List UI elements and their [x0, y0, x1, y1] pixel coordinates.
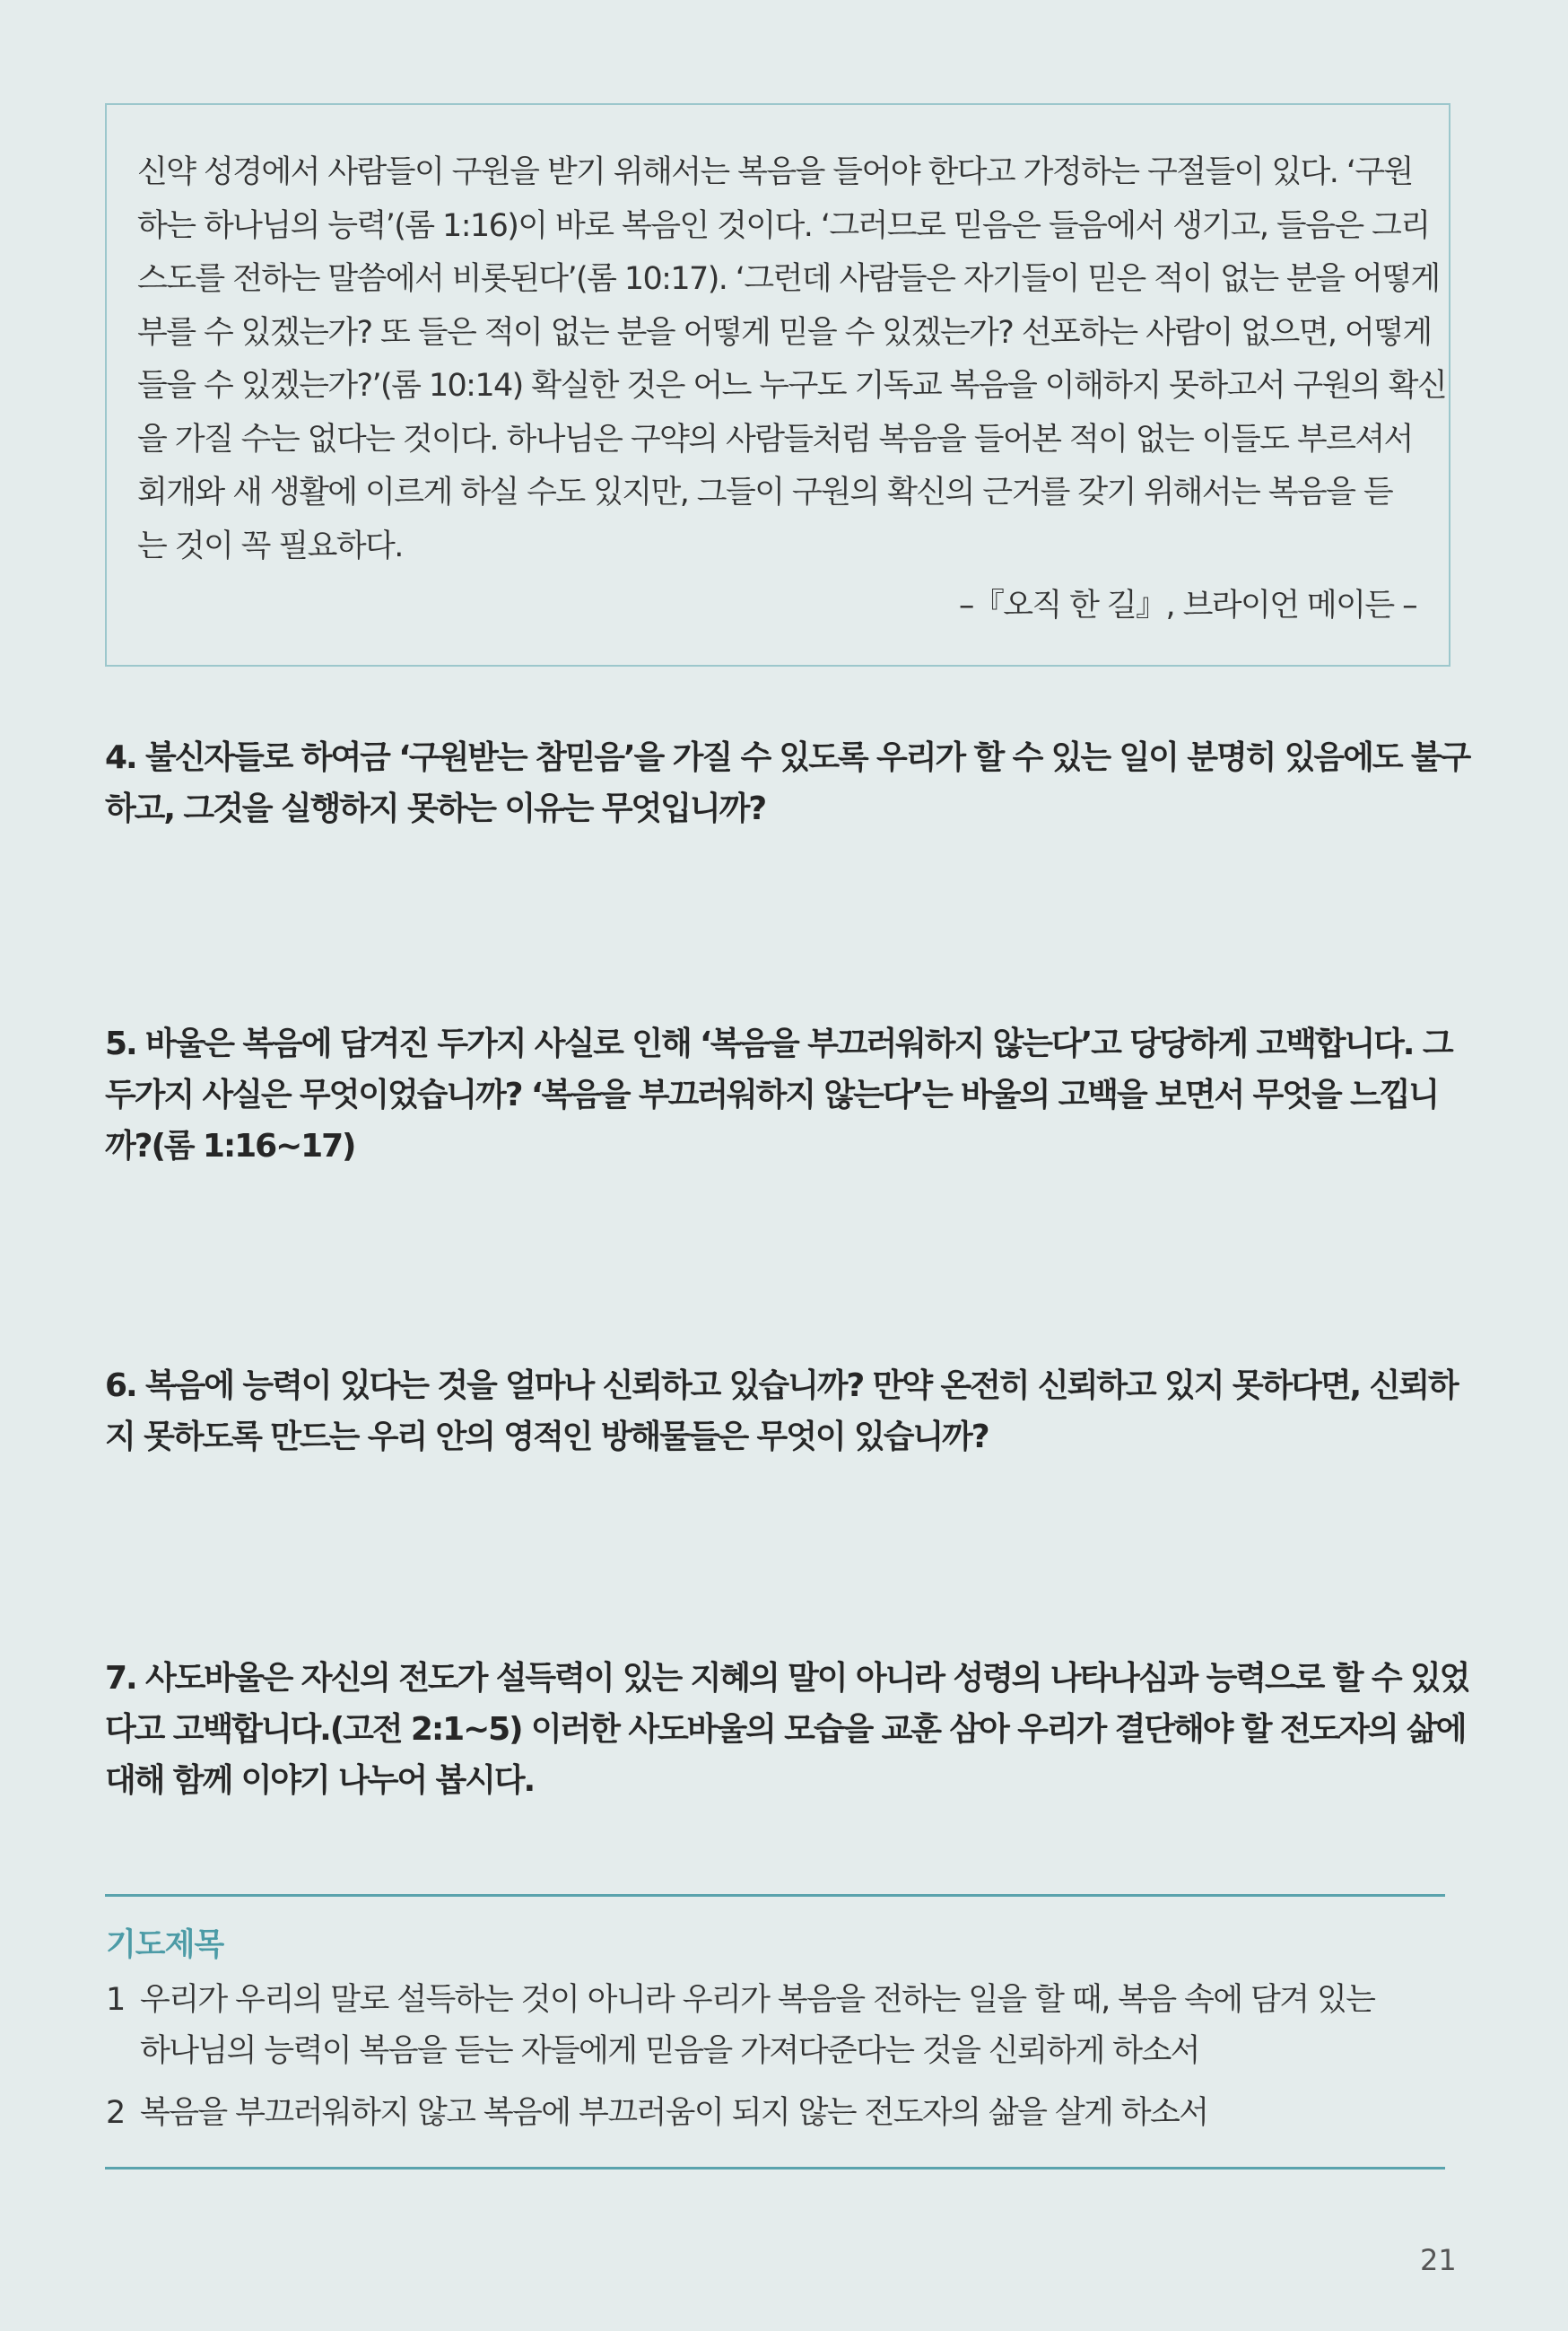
quote-line: 을 가질 수는 없다는 것이다. 하나님은 구약의 사람들처럼 복음을 들어본 적이 없는 이들도 부르셔서 [137, 421, 1413, 458]
question-line: 지 못하도록 만드는 우리 안의 영적인 방해물들은 무엇이 있습니까? [105, 1419, 989, 1455]
page-number: 21 [1420, 2243, 1457, 2277]
quote-line: 스도를 전하는 말씀에서 비롯된다’(롬 10:17). ‘그런데 사람들은 자기들이 믿은 적이 없는 분을 어떻게 [137, 261, 1440, 297]
question-line: 4. 불신자들로 하여금 ‘구원받는 참믿음’을 가질 수 있도록 우리가 할 수 있는 일이 분명히 있음에도 불구 [105, 739, 1470, 776]
prayer-line: 우리가 우리의 말로 설득하는 것이 아니라 우리가 복음을 전하는 일을 할 때, 복음 속에 담겨 있는 [140, 1982, 1375, 2018]
prayer-line: 하나님의 능력이 복음을 듣는 자들에게 믿음을 가져다준다는 것을 신뢰하게 하소서 [140, 2033, 1199, 2069]
quote-line: 부를 수 있겠는가? 또 들은 적이 없는 분을 어떻게 믿을 수 있겠는가? 선포하는 사람이 없으면, 어떻게 [137, 314, 1432, 351]
question-line: 하고, 그것을 실행하지 못하는 이유는 무엇입니까? [105, 790, 766, 827]
question-6 [105, 1360, 1459, 1462]
question-line: 7. 사도바울은 자신의 전도가 설득력이 있는 지혜의 말이 아니라 성령의 나타나심과 능력으로 할 수 있었 [105, 1660, 1469, 1697]
question-line: 대해 함께 이야기 나누어 봅시다. [105, 1762, 535, 1799]
question-line: 5. 바울은 복음에 담겨진 두가지 사실로 인해 ‘복음을 부끄러워하지 않는다’고 당당하게 고백합니다. 그 [105, 1026, 1452, 1062]
prayer-line: 복음을 부끄러워하지 않고 복음에 부끄러움이 되지 않는 전도자의 삶을 살게 하소서 [140, 2095, 1208, 2131]
question-line: 다고 고백합니다.(고전 2:1~5) 이러한 사도바울의 모습을 교훈 삼아 우리가 결단해야 할 전도자의 삶에 [105, 1711, 1466, 1748]
prayer-item-text [140, 2088, 1207, 2139]
quote-source: –『오직 한 길』, 브라이언 메이든 – [958, 588, 1416, 624]
quote-line: 회개와 새 생활에 이르게 하실 수도 있지만, 그들이 구원의 확신의 근거를 갖기 위해서는 복음을 듣 [137, 475, 1393, 511]
quote-line: 는 것이 꼭 필요하다. [137, 528, 403, 564]
prayer-item-text [140, 1975, 1374, 2077]
question-line: 까?(롬 1:16~17) [105, 1128, 355, 1165]
question-line: 두가지 사실은 무엇이었습니까? ‘복음을 부끄러워하지 않는다’는 바울의 고백을 보면서 무엇을 느낍니 [105, 1077, 1438, 1113]
quote-box [105, 103, 1450, 667]
question-4 [105, 732, 1470, 834]
question-5 [105, 1018, 1459, 1172]
quote-line: 신약 성경에서 사람들이 구원을 받기 위해서는 복음을 들어야 한다고 가정하는 구절들이 있다. ‘구원 [137, 154, 1413, 190]
question-7 [105, 1653, 1469, 1806]
prayer-title: 기도제목 [106, 1927, 224, 1963]
prayer-top-divider [105, 1894, 1445, 1897]
question-line: 6. 복음에 능력이 있다는 것을 얼마나 신뢰하고 있습니까? 만약 온전히 신뢰하고 있지 못하다면, 신뢰하 [105, 1367, 1458, 1404]
prayer-item-number: 1 [106, 1982, 126, 2018]
quote-text [137, 146, 1447, 573]
prayer-item-number: 2 [106, 2095, 126, 2131]
prayer-bottom-divider [105, 2167, 1445, 2169]
quote-line: 하는 하나님의 능력’(롬 1:16)이 바로 복음인 것이다. ‘그러므로 믿음은 들음에서 생기고, 들음은 그리 [137, 207, 1430, 244]
quote-line: 들을 수 있겠는가?’(롬 10:14) 확실한 것은 어느 누구도 기독교 복음을 이해하지 못하고서 구원의 확신 [137, 368, 1447, 404]
